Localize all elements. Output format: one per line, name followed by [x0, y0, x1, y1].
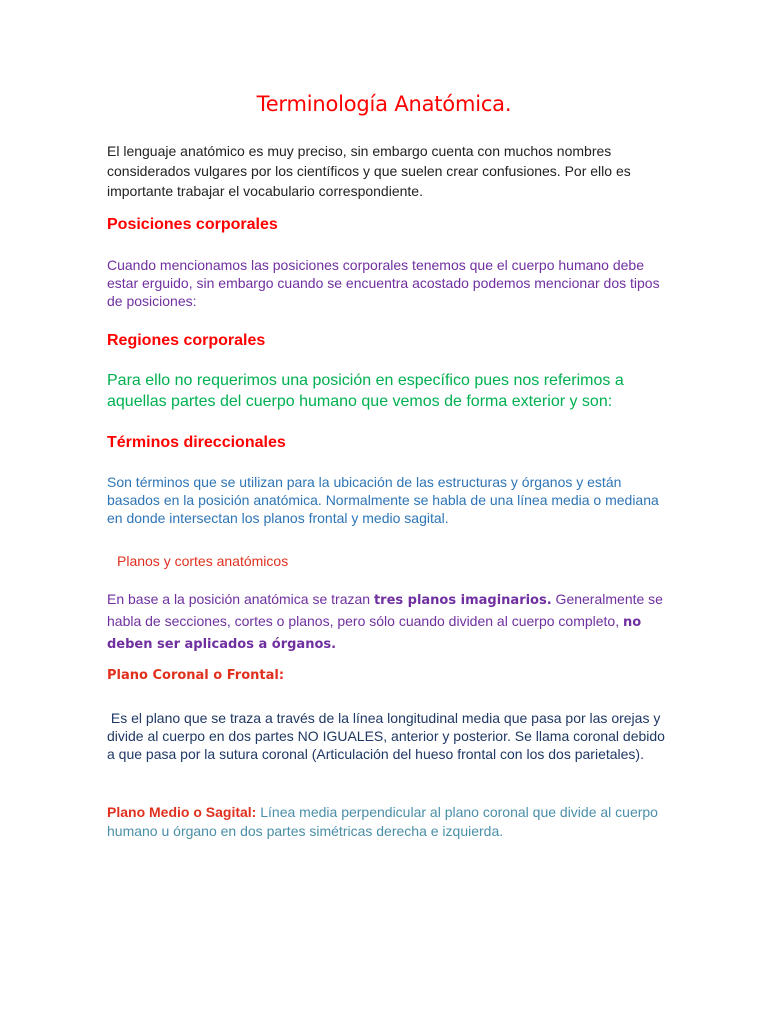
sagital-text: Línea media perpendicular al plano coronal que divide al cuerpo humano u órgano en dos partes simétricas derecha e izquierda.	[107, 804, 658, 839]
paragraph-posiciones-corporales: Cuando mencionamos las posiciones corporales tenemos que el cuerpo humano debe estar erguido, sin embargo cuando se encuentra acostado podemos mencionar dos tipos de posiciones:	[107, 257, 660, 309]
intro-paragraph: El lenguaje anatómico es muy preciso, sin embargo cuenta con muchos nombres considerados vulgares por los científicos y que suelen crear confusiones. Por ello es importante trabajar el vocabulario correspondiente.	[107, 143, 631, 199]
paragraph-plano-sagital	[107, 803, 667, 841]
document-title: Terminología Anatómica.	[256, 92, 512, 116]
heading-terminos-direccionales: Términos direccionales	[107, 434, 286, 451]
heading-plano-sagital: Plano Medio o Sagital:	[107, 804, 257, 820]
heading-planos-cortes: Planos y cortes anatómicos	[117, 553, 289, 569]
heading-regiones-corporales: Regiones corporales	[107, 332, 266, 349]
paragraph-plano-coronal	[107, 709, 667, 763]
heading-posiciones-corporales: Posiciones corporales	[107, 216, 278, 233]
paragraph-terminos-direccionales: Son términos que se utilizan para la ubicación de las estructuras y órganos y están basados en la posición anatómica. Normalmente se habla de una línea media o mediana en donde intersectan los planos frontal y medio sagital.	[107, 474, 659, 526]
coronal-text: Es el plano que se traza a través de la línea longitudinal media que pasa por las orejas y divide al cuerpo en dos partes NO IGUALES, anterior y posterior. Se llama coronal debido a que pasa por la sutura coronal (Articulación del hueso frontal con los dos parietales).	[107, 710, 665, 762]
planos-bold-1: tres planos imaginarios.	[373, 593, 552, 608]
paragraph-regiones-corporales: Para ello no requerimos una posición en específico pues nos referimos a aquellas partes del cuerpo humano que vemos de forma exterior y son:	[107, 372, 624, 410]
planos-bold-2: no deben ser aplicados a órganos.	[107, 615, 642, 652]
heading-plano-coronal: Plano Coronal o Frontal:	[107, 668, 285, 683]
planos-text-1: En base a la posición anatómica se trazan	[107, 591, 374, 607]
paragraph-planos	[107, 589, 667, 655]
planos-text-2: Generalmente se habla de secciones, cortes o planos, pero sólo cuando dividen al cuerpo completo,	[107, 591, 663, 629]
